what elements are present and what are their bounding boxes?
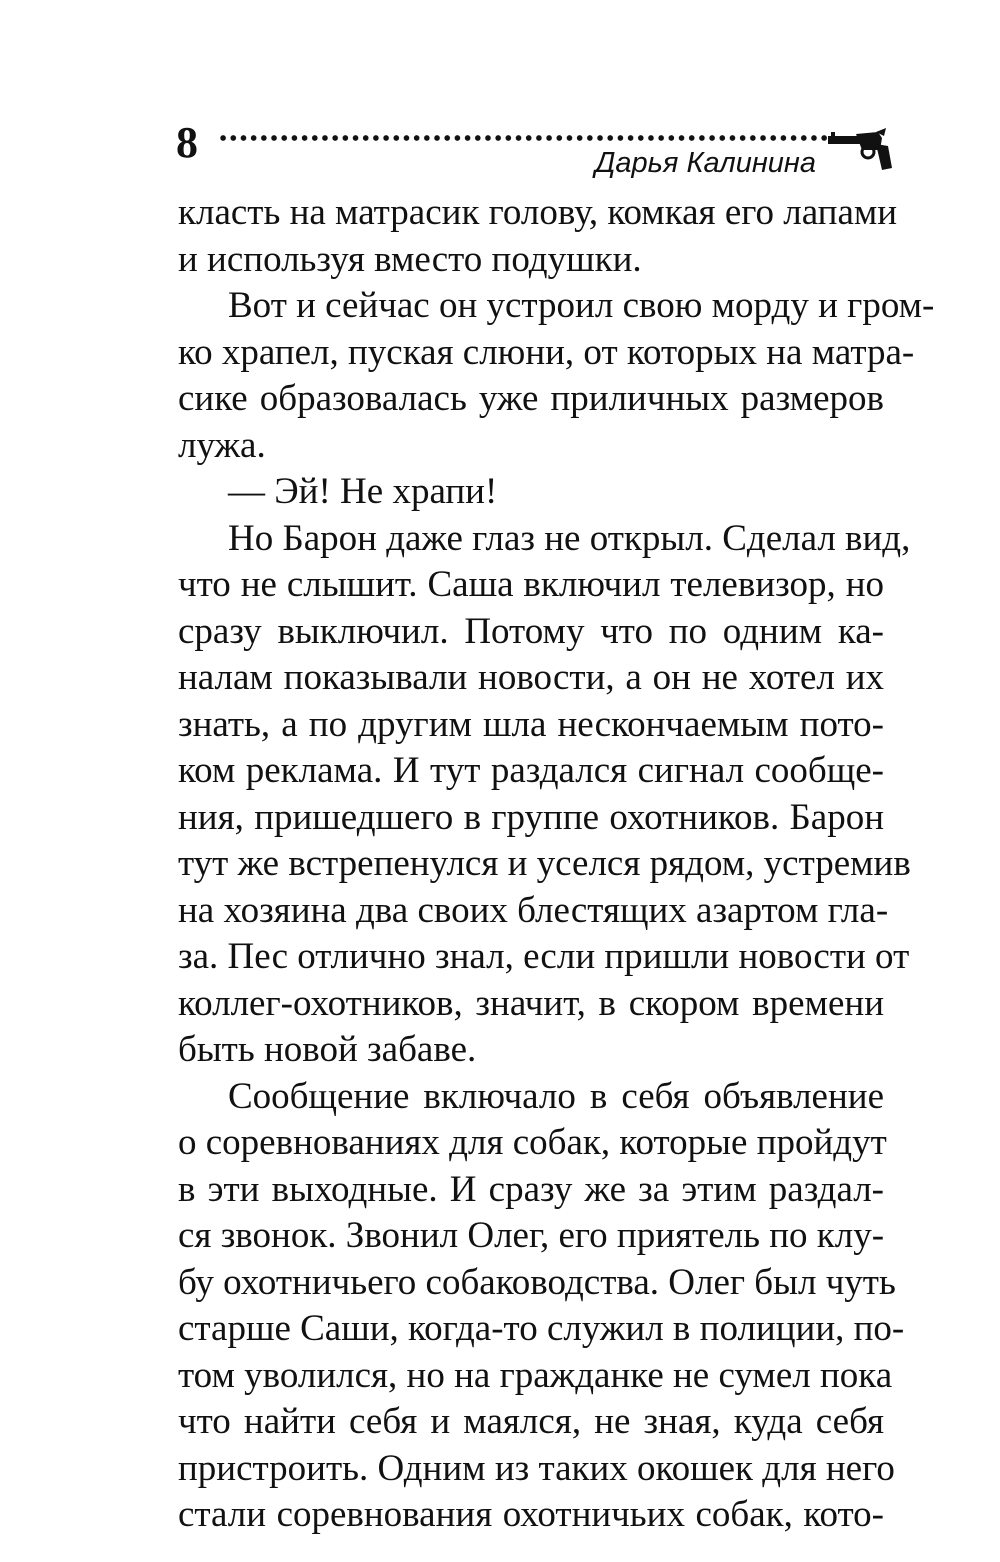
text-line: коллег-охотников, значит, в скором времени <box>178 982 884 1024</box>
text-line: бу охотничьего собаководства. Олег был чуть <box>178 1261 896 1303</box>
text-line: быть новой забаве. <box>178 1029 477 1070</box>
text-line: Вот и сейчас он устроил свою морду и гром- <box>228 285 935 326</box>
text-line: ком реклама. И тут раздался сигнал сообще- <box>178 750 884 791</box>
text-line: Но Барон даже глаз не открыл. Сделал вид, <box>228 517 911 559</box>
text-line: — Эй! Не храпи! <box>228 471 498 512</box>
text-line: и используя вместо подушки. <box>178 238 642 280</box>
revolver-icon <box>828 128 892 172</box>
header-dotted-rule <box>218 134 830 142</box>
text-line: ко храпел, пуская слюни, от которых на матра- <box>178 331 915 373</box>
text-line: сике образовалась уже приличных размеров <box>178 378 884 419</box>
text-line: что не слышит. Саша включил телевизор, но <box>178 564 884 605</box>
text-line: что найти себя и маялся, не зная, куда себя <box>178 1401 884 1442</box>
text-line: Сообщение включало в себя объявление <box>228 1075 884 1117</box>
text-line: налам показывали новости, а он не хотел их <box>178 657 884 698</box>
text-line: класть на матрасик голову, комкая его лапами <box>178 192 898 233</box>
text-line: ния, пришедшего в группе охотников. Барон <box>178 796 884 838</box>
text-line: о соревнованиях для собак, которые пройдут <box>178 1122 887 1163</box>
text-line: старше Саши, когда-то служил в полиции, по- <box>178 1308 905 1349</box>
text-line: пристроить. Одним из таких окошек для него <box>178 1447 895 1489</box>
text-line: стали соревнования охотничьих собак, кото- <box>178 1494 884 1535</box>
text-line: за. Пес отлично знал, если пришли новости от <box>178 936 910 977</box>
text-line: сразу выключил. Потому что по одним ка- <box>178 610 884 652</box>
text-line: том уволился, но на гражданке не сумел пока <box>178 1354 893 1396</box>
body-text <box>178 190 935 1539</box>
text-line: тут же встрепенулся и уселся рядом, устремив <box>178 843 911 884</box>
text-line: на хозяина два своих блестящих азартом гла- <box>178 889 889 931</box>
running-head-author: Дарья Калинина <box>594 147 816 179</box>
page-number: 8 <box>176 118 198 167</box>
text-line: лужа. <box>178 424 266 466</box>
text-line: ся звонок. Звонил Олег, его приятель по клу- <box>178 1215 885 1256</box>
text-line: знать, а по другим шла нескончаемым пото- <box>178 703 884 745</box>
text-line: в эти выходные. И сразу же за этим раздал- <box>178 1168 884 1210</box>
